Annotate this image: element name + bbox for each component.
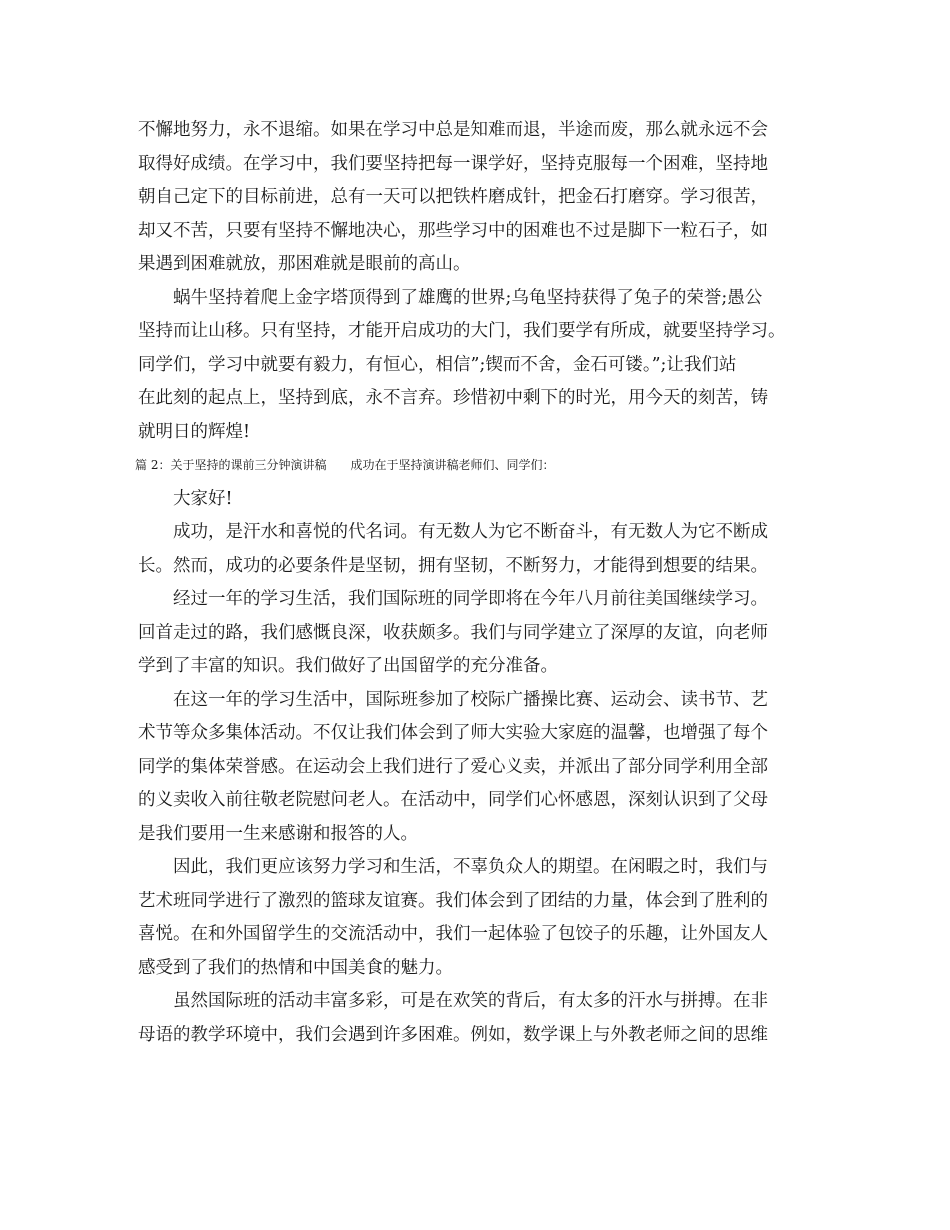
document-body [135, 114, 828, 1052]
text-line: 回首走过的路，我们感慨良深，收获颇多。我们与同学建立了深厚的友谊，向老师 [138, 622, 768, 643]
text-line: 取得好成绩。在学习中，我们要坚持把每一课学好，坚持克服每一个困难，坚持地 [138, 153, 768, 174]
text-line: 虽然国际班的活动丰富多彩，可是在欢笑的背后，有太多的汗水与拼搏。在非 [173, 991, 768, 1011]
text-line: 喜悦。在和外国留学生的交流活动中，我们一起体验了包饺子的乐趣，让外国友人 [138, 924, 768, 944]
text-line: 坚持而让山移。只有坚持，才能开启成功的大门，我们要学有所成，就要坚持学习。 [138, 321, 786, 341]
text-line: 大家好! [173, 488, 233, 509]
text-line: 因此，我们更应该努力学习和生活，不辜负众人的期望。在闲暇之时，我们与 [173, 857, 768, 877]
text-line: 艺术班同学进行了激烈的篮球友谊赛。我们体会到了团结的力量，体会到了胜利的 [138, 890, 768, 911]
text-line: 长。然而，成功的必要条件是坚韧，拥有坚韧，不断努力，才能得到想要的结果。 [138, 555, 768, 576]
text-line: 在此刻的起点上，坚持到底，永不言弃。珍惜初中剩下的时光，用今天的刻苦，铸 [138, 388, 768, 408]
text-line: 的义卖收入前往敬老院慰问老人。在活动中，同学们心怀感恩，深刻认识到了父母 [138, 790, 768, 810]
text-line: 不懈地努力，永不退缩。如果在学习中总是知难而退，半途而废，那么就永远不会 [138, 120, 768, 140]
text-line: 成功，是汗水和喜悦的代名词。有无数人为它不断奋斗，有无数人为它不断成 [173, 522, 768, 542]
section-heading: 篇 2：关于坚持的课前三分钟演讲稿 成功在于坚持演讲稿老师们、同学们： [135, 458, 555, 472]
text-line: 同学们，学习中就要有毅力，有恒心，相信”;锲而不舍，金石可镂。”;让我们站 [138, 354, 737, 375]
text-line: 是我们要用一生来感谢和报答的人。 [138, 823, 418, 844]
text-line: 感受到了我们的热情和中国美食的魅力。 [138, 957, 453, 978]
text-line: 母语的教学环境中，我们会遇到许多困难。例如，数学课上与外教老师之间的思维 [138, 1024, 768, 1045]
text-line: 在这一年的学习生活中，国际班参加了校际广播操比赛、运动会、读书节、艺 [173, 689, 768, 710]
text-line: 朝自己定下的目标前进，总有一天可以把铁杵磨成针，把金石打磨穿。学习很苦， [138, 187, 768, 207]
text-line: 蜗牛坚持着爬上金字塔顶得到了雄鹰的世界;乌龟坚持获得了兔子的荣誉;愚公 [173, 287, 763, 308]
text-line: 却又不苦，只要有坚持不懈地决心，那些学习中的困难也不过是脚下一粒石子，如 [138, 220, 768, 241]
text-line: 果遇到困难就放，那困难就是眼前的高山。 [138, 254, 471, 274]
text-line: 同学的集体荣誉感。在运动会上我们进行了爱心义卖，并派出了部分同学利用全部 [138, 756, 768, 777]
text-line: 就明日的辉煌! [138, 421, 251, 442]
text-line: 经过一年的学习生活，我们国际班的同学即将在今年八月前往美国继续学习。 [173, 589, 768, 609]
text-line: 学到了丰富的知识。我们做好了出国留学的充分准备。 [138, 656, 558, 676]
text-line: 术节等众多集体活动。不仅让我们体会到了师大实验大家庭的温馨，也增强了每个 [138, 723, 768, 743]
